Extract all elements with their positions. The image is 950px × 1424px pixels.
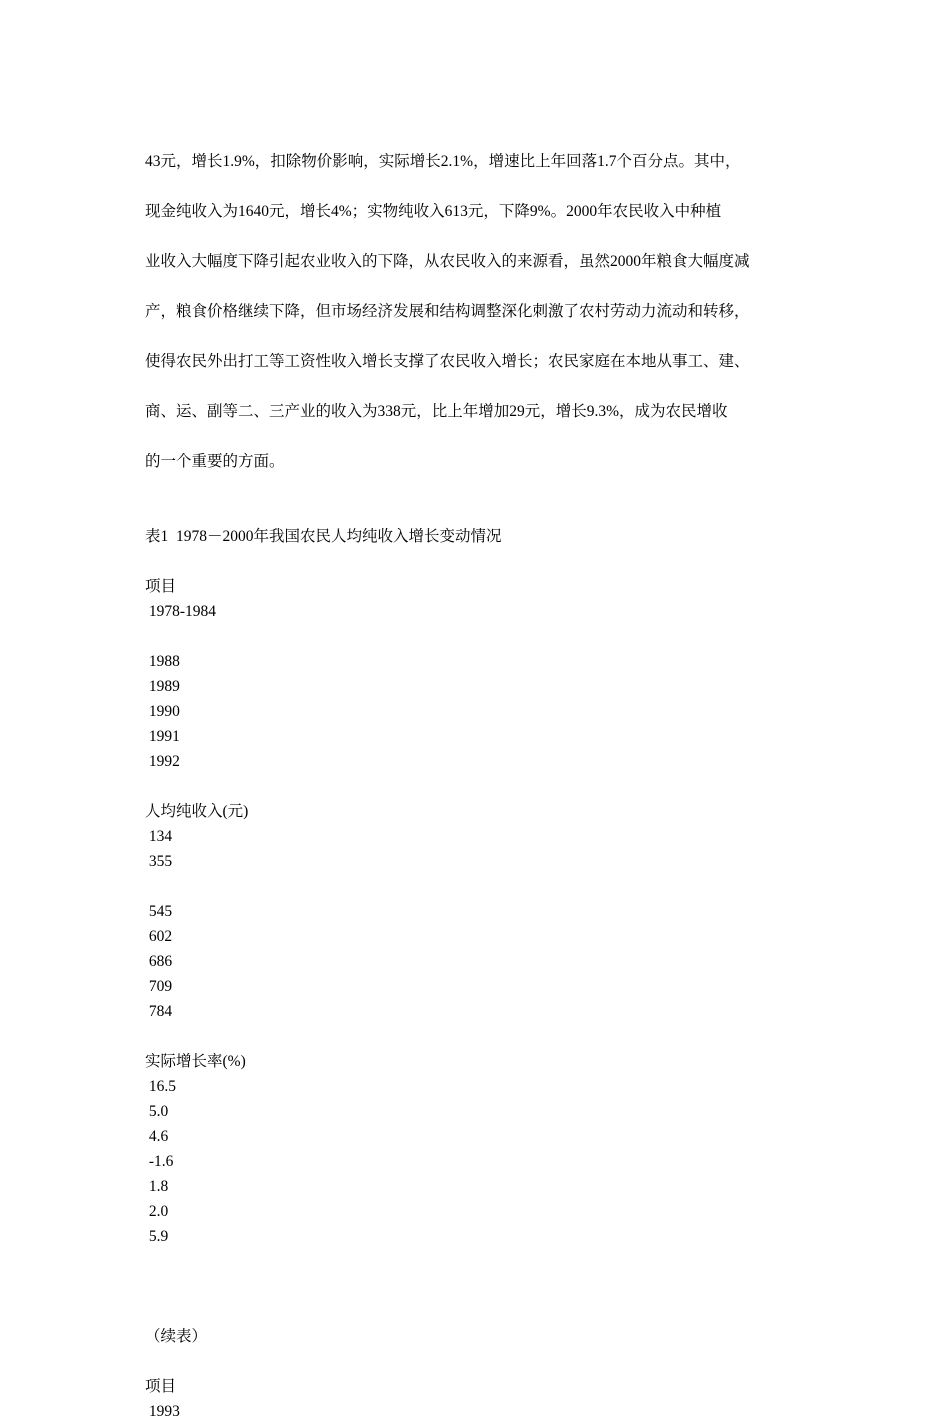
year-cell: 1990 — [145, 703, 180, 720]
document-page — [145, 124, 815, 1424]
year-cell: 1993 — [145, 1403, 180, 1420]
item-header: 项目 — [145, 578, 177, 595]
year-cell: 1992 — [145, 753, 180, 770]
spacer — [145, 1274, 815, 1299]
paragraph-line: 商、运、副等二、三产业的收入为338元，比上年增加29元，增长9.3%，成为农民增收 — [145, 403, 728, 420]
year-cell — [145, 624, 815, 649]
growth-header: 实际增长率(%) — [145, 1053, 246, 1070]
spacer — [145, 1299, 815, 1324]
growth-cell: 4.6 — [145, 1128, 169, 1145]
income-cell: 545 — [145, 903, 173, 920]
paragraph-line: 使得农民外出打工等工资性收入增长支撑了农民收入增长；农民家庭在本地从事工、建、 — [145, 353, 750, 370]
year-cell: 1989 — [145, 678, 180, 695]
income-cell — [145, 874, 815, 899]
continued-label: （续表） — [145, 1328, 208, 1345]
growth-cell: 2.0 — [145, 1203, 169, 1220]
growth-cell: 5.9 — [145, 1228, 169, 1245]
spacer — [145, 1349, 815, 1374]
year-cell: 1978-1984 — [145, 603, 217, 620]
year-cell: 1991 — [145, 728, 180, 745]
spacer — [145, 774, 815, 799]
income-cell: 686 — [145, 953, 173, 970]
spacer — [145, 549, 815, 574]
income-cell: 134 — [145, 828, 173, 845]
item-header: 项目 — [145, 1378, 177, 1395]
spacer — [145, 499, 815, 524]
paragraph-line: 产，粮食价格继续下降，但市场经济发展和结构调整深化刺激了农村劳动力流动和转移， — [145, 303, 750, 320]
growth-cell: 1.8 — [145, 1178, 169, 1195]
spacer — [145, 1249, 815, 1274]
body-paragraph — [145, 124, 815, 499]
income-header: 人均纯收入(元) — [145, 803, 249, 820]
paragraph-line: 的一个重要的方面。 — [145, 453, 285, 470]
growth-cell: -1.6 — [145, 1153, 174, 1170]
income-cell: 602 — [145, 928, 173, 945]
paragraph-line: 业收入大幅度下降引起农业收入的下降，从农民收入的来源看，虽然2000年粮食大幅度减 — [145, 253, 750, 270]
income-cell: 784 — [145, 1003, 173, 1020]
table-caption: 表1 1978－2000年我国农民人均纯收入增长变动情况 — [145, 528, 502, 545]
income-cell: 355 — [145, 853, 173, 870]
spacer — [145, 1024, 815, 1049]
paragraph-line: 现金纯收入为1640元，增长4%；实物纯收入613元，下降9%。2000年农民收入中种植 — [145, 203, 722, 220]
growth-cell: 5.0 — [145, 1103, 169, 1120]
paragraph-line: 43元，增长1.9%，扣除物价影响，实际增长2.1%，增速比上年回落1.7个百分点。其中， — [145, 153, 741, 170]
income-cell: 709 — [145, 978, 173, 995]
growth-cell: 16.5 — [145, 1078, 176, 1095]
year-cell: 1988 — [145, 653, 180, 670]
